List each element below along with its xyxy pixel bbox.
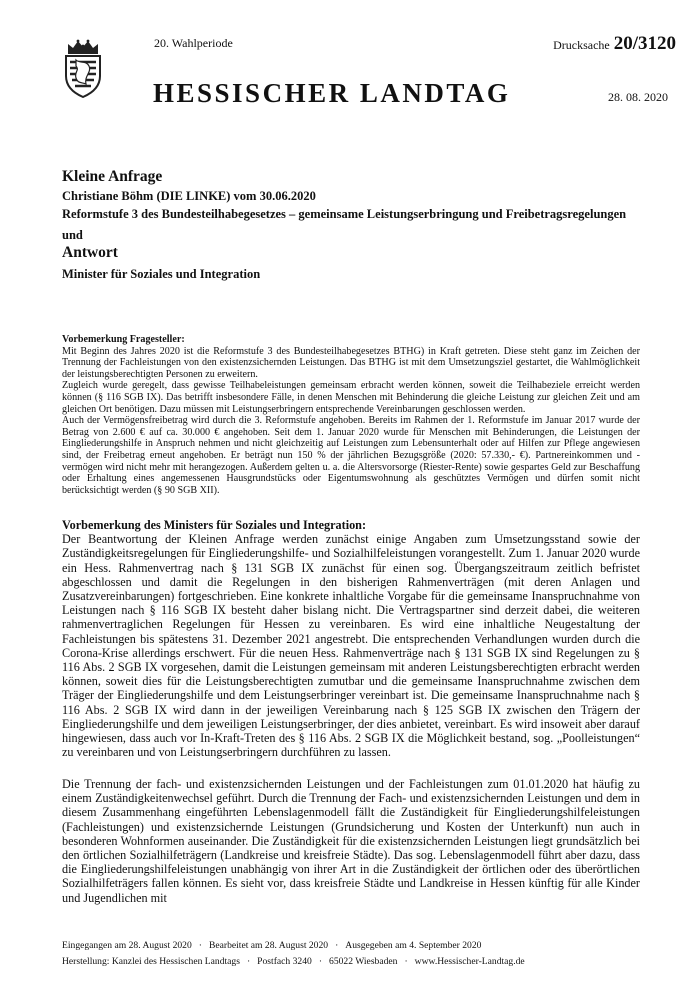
separator: ·	[246, 956, 251, 967]
production-info: Herstellung: Kanzlei des Hessischen Landtags	[62, 956, 240, 967]
processed-date: Bearbeitet am 28. August 2020	[208, 940, 329, 951]
paragraph: Der Beantwortung der Kleinen Anfrage werden zunächst einige Angaben zum Umsetzungsstand sowie der Zuständigkeitsregelungen für Eingliederungshilfe- und Sozialhilfeleistungen vorangestellt. Zum 1. Januar 2020 wurde ein Hess. Rahmenvertrag nach § 131 SGB IX zunächst für einen sog. Übergangszeitraum zeitlich befristet abgeschlossen und damit die Regelungen in den bisherigen Rahmenverträgen (mit deren Anlagen und Zusatzvereinbarungen) fortgeschrieben. Eine konkrete inhaltliche Vorgabe für die gemeinsame Inanspruchnahme von Leistungen nach § 116 SGB IX besteht daher bislang nicht. Die Vertragspartner sind derzeit dabei, die weiteren rahmenvertraglichen Regelungen für Hessen zu vereinbaren. Es wird eine inhaltliche Neugestaltung der Fachleistungen bis spätestens 31. Dezember 2021 angestrebt. Die entsprechenden Verhandlungen wurden durch die Corona-Krise allerdings erschwert. Für die neuen Hess. Rahmenverträge nach § 131 SGB IX sind Regelungen zu § 116 Abs. 2 SGB IX vorgesehen, damit die Leistungen gemeinsam mit anderen Leistungsberechtigten erbracht werden können, soweit dies für die Leistungsberechtigten zumutbar und die gemeinsame Inanspruchnahme zwischen dem Träger der Eingliederungshilfe und dem Leistungserbringer vereinbart ist. Die gemeinsame Inanspruchnahme nach § 116 Abs. 2 SGB IX wird dann in der jeweiligen Vereinbarung nach § 125 SGB IX zwischen den Trägern der Eingliederungshilfe und dem jeweiligen Leistungserbringer, der dies anbietet, vereinbart. Es wird insoweit aber darauf hingewiesen, dass auch vor In-Kraft-Treten des § 116 Abs. 2 SGB IX die Möglichkeit bestand, sog. „Poolleistungen“ zu vereinbaren und von Leistungserbringern durchführen zu lassen.	[62, 532, 640, 760]
minister-preliminary-remark	[62, 518, 640, 759]
inquiry-author: Christiane Böhm (DIE LINKE) vom 30.06.2020	[62, 189, 316, 203]
paragraph: Mit Beginn des Jahres 2020 ist die Reformstufe 3 des Bundesteilhabegesetzes BTHG) in Kraft getreten. Diese steht ganz im Zeichen der Trennung der Fachleistungen von den existenzsichernden Leistungen. Das BTHG ist mit dem Umsetzungsziel gestartet, die Wahlmöglichkeit der leistungsberechtigten Personen zu erweitern.	[62, 345, 640, 380]
received-date: Eingegangen am 28. August 2020	[62, 940, 192, 951]
paragraph: Die Trennung der fach- und existenzsichernden Leistungen und der Fachleistungen zum 01.01.2020 hat häufig zu einem Zuständigkeitenwechsel geführt. Durch die Trennung der Fach- und existenzsichernden Leistungen und dem in diesem Zusammenhang eingeführten Lebenslagenmodell fällt die Zuständigkeit für Eingliederungshilfeleistungen (Fachleistungen) und existenzsichernde Leistungen (Grundsicherung und Kosten der Unterkunft) nun auch in besonderen Wohnformen auseinander. Die Zuständigkeit für die existenzsichernden Leistungen liegt grundsätzlich bei den örtlichen Sozialhilfeträgern (Landkreise und kreisfreie Städte). Das sog. Lebenslagenmodell führt aber dazu, dass die Eingliederungshilfeleistungen unabhängig von ihrer Art in die Zuständigkeit der örtlichen oder des überörtlichen Sozialhilfeträgers fallen können. Es sieht vor, dass kreisfreie Städte und Landkreise in Hessen künftig für alle Kinder und Jugendlichen mit	[62, 777, 640, 905]
separator: ·	[198, 940, 202, 951]
separator: ·	[318, 956, 323, 967]
conjunction: und	[62, 228, 83, 242]
minister-paragraph-2	[62, 777, 640, 905]
separator: ·	[335, 940, 339, 951]
answering-minister: Minister für Soziales und Integration	[62, 267, 261, 281]
answer-label: Antwort	[62, 244, 118, 261]
inquiry-block	[62, 168, 662, 282]
section-heading: Vorbemerkung Fragesteller:	[62, 334, 185, 345]
separator: ·	[404, 956, 408, 967]
footer-production-line	[62, 954, 652, 970]
parliament-title: HESSISCHER LANDTAG	[153, 78, 511, 108]
inquiry-subject: Reformstufe 3 des Bundesteilhabegesetzes – gemeinsame Leistungserbringung und Freibetragsregelungen	[62, 207, 627, 221]
questioner-preliminary-remark	[62, 334, 640, 496]
document-footer	[62, 938, 652, 970]
po-box: Postfach 3240	[257, 956, 312, 967]
footer-dates-line	[62, 938, 652, 954]
drucksache-label: Drucksache	[553, 38, 610, 52]
website-link[interactable]: www.Hessischer-Landtag.de	[414, 956, 525, 967]
printed-matter-number	[553, 33, 676, 55]
document-date: 28. 08. 2020	[608, 90, 668, 104]
drucksache-number: 20/3120	[613, 33, 676, 54]
hessen-coat-of-arms-logo	[62, 38, 104, 98]
issued-date: Ausgegeben am 4. September 2020	[345, 940, 482, 951]
legislative-period: 20. Wahlperiode	[154, 36, 233, 50]
inquiry-type: Kleine Anfrage	[62, 168, 163, 185]
city: 65022 Wiesbaden	[329, 956, 398, 967]
paragraph: Zugleich wurde geregelt, dass gewisse Teilhabeleistungen gemeinsam erbracht werden können, soweit die Teilhabeziele erreicht werden können (§ 116 SGB IX). Das betrifft insbesondere Fälle, in denen Menschen mit Behinderung die gleiche Leistung zur gleichen Zeit und am gleichen Ort benötigen. Dazu müssen mit Leistungserbringern entsprechende Vereinbarungen geschlossen werden.	[62, 380, 640, 415]
paragraph: Auch der Vermögensfreibetrag wird durch die 3. Reformstufe angehoben. Bereits im Rahmen der 1. Reformstufe im Januar 2017 wurde der Betrag von 2.600 € auf ca. 30.000 € angehoben. Seit dem 1. Januar 2020 wurde für Menschen mit Behinderungen, die Leistungen der Eingliederungshilfe in Anspruch nehmen und nicht gleichzeitig auf Leistungen zum Lebensunterhalt oder auf Hilfen zur Pflege angewiesen sind, der Freibetrag erneut angehoben. Er beträgt nun 150 % der jährlichen Bezugsgröße (2020: 57.330,- €). Partnereinkommen und -vermögen wird nicht mehr mit herangezogen. Außerdem gelten u. a. die Altersvorsorge (Riester-Rente) sowie gespartes Geld zur Beschaffung oder Erhaltung eines angemessenen Hausgrundstücks oder Eigentumswohnung als geschütztes Vermögen und dürfen somit nicht berücksichtigt werden (§ 90 SGB XII).	[62, 415, 640, 496]
section-heading: Vorbemerkung des Ministers für Soziales und Integration:	[62, 518, 367, 532]
